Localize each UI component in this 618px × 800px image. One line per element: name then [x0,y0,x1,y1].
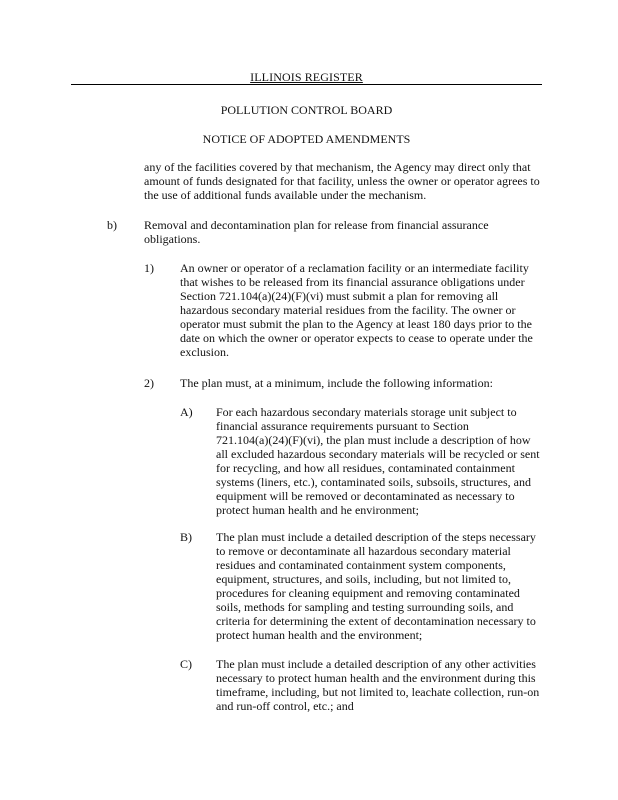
text-line: date on which the owner or operator expects to cease to operate under the [180,331,533,345]
subitem-b-paragraph [216,530,536,642]
text-line: The plan must include a detailed description of the steps necessary [216,530,536,544]
subitem-a-label: A) [180,405,193,419]
notice-heading: NOTICE OF ADOPTED AMENDMENTS [202,132,411,146]
text-line: systems (liners, etc.), contaminated soils, subsoils, structures, and [216,475,531,489]
register-title-text: ILLINOIS REGISTER [250,70,363,84]
text-line: 721.104(a)(24)(F)(vi), the plan must include a description of how [216,433,531,447]
header-rule [71,84,542,85]
text-line: timeframe, including, but not limited to, leachate collection, run-on [216,685,540,699]
text-line: and run-off control, etc.; and [216,699,354,713]
text-line: the use of additional funds available under the mechanism. [144,188,427,202]
text-line: operator must submit the plan to the Agency at least 180 days prior to the [180,317,532,331]
text-line: soils, methods for sampling and testing surrounding soils, and [216,600,514,614]
text-line: procedures for cleaning equipment and removing contaminated [216,586,520,600]
text-line: Removal and decontamination plan for release from financial assurance [144,218,489,232]
text-line: for recycling, and how all residues, contaminated containment [216,461,515,475]
text-line: exclusion. [180,345,229,359]
item-1-label: 1) [144,261,154,275]
text-line: financial assurance requirements pursuant to Section [216,419,469,433]
continuation-paragraph [144,160,540,202]
text-line: equipment will be removed or decontaminated as necessary to [216,489,515,503]
item-2-label: 2) [144,376,154,390]
text-line: that wishes to be released from its financial assurance obligations under [180,275,525,289]
text-line: obligations. [144,232,201,246]
text-line: hazardous secondary material residues from the facility. The owner or [180,303,516,317]
text-line: residues and contaminated containment system components, [216,558,506,572]
text-line: The plan must include a detailed description of any other activities [216,657,536,671]
text-line: For each hazardous secondary materials storage unit subject to [216,405,517,419]
text-line: amount of funds designated for that facility, unless the owner or operator agrees to [144,174,540,188]
subitem-a-paragraph [216,405,540,517]
subitem-b-label: B) [180,530,192,544]
subitem-c-label: C) [180,657,192,671]
item-2-paragraph [180,376,493,390]
subitem-c-paragraph [216,657,539,713]
text-line: any of the facilities covered by that mechanism, the Agency may direct only that [144,160,531,174]
text-line: The plan must, at a minimum, include the following information: [180,376,493,390]
item-1-paragraph [180,261,533,359]
agency-heading: POLLUTION CONTROL BOARD [220,103,393,117]
text-line: criteria for determining the extent of decontamination necessary to [216,614,536,628]
text-line: protect human health and he environment; [216,503,419,517]
section-b-heading [144,218,489,246]
text-line: necessary to protect human health and the environment during this [216,671,536,685]
text-line: Section 721.104(a)(24)(F)(vi) must submit a plan for removing all [180,289,499,303]
text-line: An owner or operator of a reclamation facility or an intermediate facility [180,261,529,275]
text-line: protect human health and the environment; [216,628,423,642]
register-title [71,70,542,85]
text-line: equipment, structures, and soils, including, but not limited to, [216,572,511,586]
text-line: to remove or decontaminate all hazardous secondary material [216,544,511,558]
text-line: all excluded hazardous secondary materials will be recycled or sent [216,447,540,461]
section-b-label: b) [107,218,117,232]
